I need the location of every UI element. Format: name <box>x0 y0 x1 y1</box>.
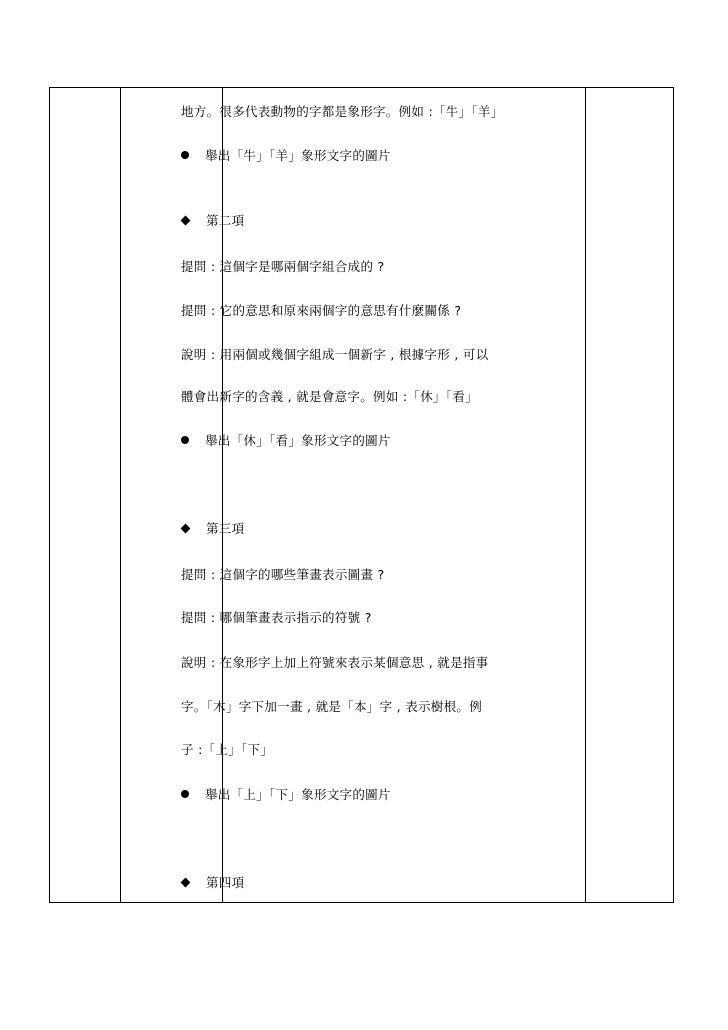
question-line: 提問 : 這個字的哪些筆畫表示圖畫 ? <box>181 567 385 582</box>
explanation-line: 說明 : 用兩個或幾個字組成一個新字 , 根據字形 , 可以 <box>181 347 489 362</box>
explanation-line: 體會出新字的含義 , 就是會意字。例如 :「休」「看」 <box>181 389 478 404</box>
column-divider-1 <box>120 88 121 902</box>
diamond-bullet-icon <box>181 524 191 534</box>
bullet-dot-icon <box>181 436 189 444</box>
explanation-line: 子 :「上」「下」 <box>181 742 274 757</box>
section-heading: 第三項 <box>181 521 244 537</box>
explanation-line: 說明 : 在象形字上加上符號來表示某個意思 , 就是指事 <box>181 655 489 670</box>
text-line: 地方。很多代表動物的字都是象形字。例如 :「牛」「羊」 <box>181 104 504 119</box>
section-heading: 第四項 <box>181 875 244 891</box>
question-line: 提問 : 它的意思和原來兩個字的意思有什麼關係 ? <box>181 303 462 318</box>
explanation-line: 字。「木」字下加一畫 , 就是「本」字 , 表示樹根。例 <box>181 699 482 714</box>
question-line: 提問 : 哪個筆畫表示指示的符號 ? <box>181 610 372 625</box>
bullet-item: 舉出「牛」「羊」象形文字的圖片 <box>181 148 391 164</box>
diamond-bullet-icon <box>181 216 191 226</box>
bullet-dot-icon <box>181 790 189 798</box>
diamond-bullet-icon <box>181 878 191 888</box>
bullet-dot-icon <box>181 151 189 159</box>
bullet-item: 舉出「休」「看」象形文字的圖片 <box>181 433 391 449</box>
question-line: 提問 : 這個字是哪兩個字組合成的 ? <box>181 259 385 274</box>
bullet-item: 舉出「上」「下」象形文字的圖片 <box>181 787 391 803</box>
section-heading: 第二項 <box>181 213 244 229</box>
lesson-table <box>49 87 674 903</box>
column-divider-2 <box>222 88 223 902</box>
column-divider-3 <box>585 88 586 902</box>
